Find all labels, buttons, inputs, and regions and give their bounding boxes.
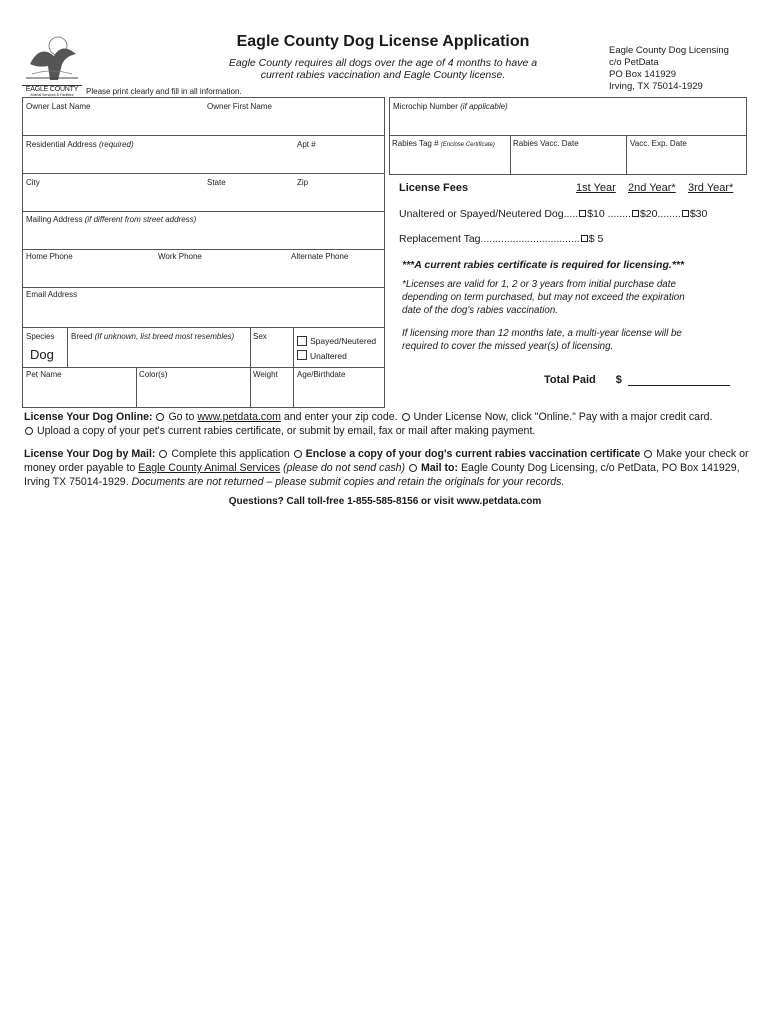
replacement-fee-line: Replacement Tag.................................. $ 5 bbox=[399, 233, 604, 245]
print-note: Please print clearly and fill in all information. bbox=[86, 87, 242, 96]
work-phone-label: Work Phone bbox=[158, 252, 202, 261]
home-phone-field[interactable] bbox=[24, 264, 154, 286]
breed-field[interactable] bbox=[69, 344, 248, 366]
spayed-neutered-label: Spayed/Neutered bbox=[310, 336, 377, 346]
colors-field[interactable] bbox=[138, 382, 248, 406]
fee-1yr-checkbox[interactable] bbox=[579, 210, 586, 217]
alternate-phone-label: Alternate Phone bbox=[291, 252, 349, 261]
pet-name-field[interactable] bbox=[24, 382, 134, 406]
rabies-vacc-date-label: Rabies Vacc. Date bbox=[513, 139, 579, 148]
petdata-link[interactable]: www.petdata.com bbox=[197, 411, 281, 423]
unaltered-fee-line: Unaltered or Spayed/Neutered Dog..... $10 ........ $20........ $30 bbox=[399, 208, 708, 220]
email-label: Email Address bbox=[26, 290, 78, 299]
eagle-county-logo bbox=[22, 34, 82, 98]
state-field[interactable] bbox=[205, 190, 293, 210]
total-paid-field[interactable] bbox=[628, 385, 730, 386]
fee-3yr-checkbox[interactable] bbox=[682, 210, 689, 217]
breed-label: Breed (If unknown, list breed most resembles) bbox=[71, 332, 235, 341]
form-title: Eagle County Dog License Application bbox=[236, 33, 530, 50]
alternate-phone-field[interactable] bbox=[290, 264, 383, 286]
rabies-tag-field[interactable] bbox=[391, 151, 508, 173]
logo-subtext: Animal Services & Facilities bbox=[30, 93, 74, 97]
questions-contact: Questions? Call toll-free 1-855-585-8156 or visit www.petdata.com bbox=[228, 496, 542, 507]
owner-last-name-label: Owner Last Name bbox=[26, 102, 91, 111]
residential-address-label: Residential Address (required) bbox=[26, 140, 134, 149]
home-phone-label: Home Phone bbox=[26, 252, 73, 261]
bullet-circle-icon bbox=[402, 413, 410, 421]
sex-label: Sex bbox=[253, 332, 267, 341]
vacc-exp-date-label: Vacc. Exp. Date bbox=[630, 139, 687, 148]
replacement-checkbox[interactable] bbox=[581, 235, 588, 242]
owner-first-name-label: Owner First Name bbox=[207, 102, 272, 111]
email-field[interactable] bbox=[24, 302, 383, 326]
unaltered-label: Unaltered bbox=[310, 351, 347, 361]
pet-name-label: Pet Name bbox=[26, 370, 62, 379]
city-label: City bbox=[26, 178, 40, 187]
rabies-required-note: ***A current rabies certificate is required for licensing.*** bbox=[402, 259, 685, 271]
license-fees-title: License Fees bbox=[399, 182, 469, 194]
apt-label: Apt # bbox=[297, 140, 316, 149]
bullet-circle-icon bbox=[156, 413, 164, 421]
form-subtitle: Eagle County requires all dogs over the age of 4 months to have a current rabies vaccination and Eagle County license. bbox=[228, 57, 538, 81]
rabies-tag-label: Rabies Tag # (Enclose Certificate) bbox=[392, 139, 495, 148]
eagle-icon bbox=[22, 34, 82, 84]
vacc-exp-date-field[interactable] bbox=[628, 151, 745, 173]
sex-field[interactable] bbox=[252, 344, 292, 366]
mailing-address-field[interactable] bbox=[24, 227, 383, 247]
unaltered-checkbox[interactable] bbox=[297, 350, 307, 360]
logo-text: EAGLE COUNTY bbox=[22, 85, 82, 93]
bullet-circle-icon bbox=[159, 450, 167, 458]
online-instructions: License Your Dog Online: Go to www.petdata.com and enter your zip code. Under License Now, click "Online." Pay with a major credit card. Upload a copy of your pet's current rabies certificate, or submit by email, fax or mail after making payment. bbox=[24, 411, 713, 437]
city-field[interactable] bbox=[24, 190, 204, 210]
late-license-note: If licensing more than 12 months late, a multi-year license will be required to cover the missed year(s) of licensing. bbox=[402, 328, 682, 352]
weight-field[interactable] bbox=[252, 382, 292, 406]
rabies-vacc-date-field[interactable] bbox=[512, 151, 624, 173]
bullet-circle-icon bbox=[409, 464, 417, 472]
fee-year-1: 1st Year bbox=[576, 182, 616, 194]
owner-first-name-field[interactable] bbox=[205, 114, 383, 134]
fee-year-3: 3rd Year* bbox=[688, 182, 734, 194]
bullet-circle-icon bbox=[294, 450, 302, 458]
license-validity-note: *Licenses are valid for 1, 2 or 3 years from initial purchase date depending on term purchased, but may not exceed the expiration date of the dog's rabies vaccination. bbox=[402, 279, 685, 316]
fee-year-2: 2nd Year* bbox=[628, 182, 676, 194]
species-value[interactable]: Dog bbox=[30, 347, 54, 362]
mailing-address-label: Mailing Address (if different from street address) bbox=[26, 215, 197, 224]
zip-field[interactable] bbox=[296, 190, 383, 210]
state-label: State bbox=[207, 178, 226, 187]
microchip-field[interactable] bbox=[391, 114, 745, 134]
mail-instructions: License Your Dog by Mail: Complete this application Enclose a copy of your dog's current rabies vaccination certificate Make your check or money order payable to Eagle County Animal Services (please do not send cash) Mail to: Eagle County Dog Licensing, c/o PetData, PO Box 141929, Irving TX 75014-1929. Documents are not returned – please submit copies and retain the originals for your records. bbox=[24, 448, 749, 488]
microchip-label: Microchip Number (if applicable) bbox=[393, 102, 508, 111]
fee-2yr-checkbox[interactable] bbox=[632, 210, 639, 217]
bullet-circle-icon bbox=[25, 427, 33, 435]
apt-field[interactable] bbox=[296, 152, 383, 172]
colors-label: Color(s) bbox=[139, 370, 168, 379]
residential-address-field[interactable] bbox=[24, 152, 294, 172]
spayed-neutered-checkbox[interactable] bbox=[297, 336, 307, 346]
bullet-circle-icon bbox=[644, 450, 652, 458]
owner-last-name-field[interactable] bbox=[24, 114, 204, 134]
work-phone-field[interactable] bbox=[157, 264, 287, 286]
zip-label: Zip bbox=[297, 178, 309, 187]
age-birthdate-field[interactable] bbox=[296, 382, 383, 406]
weight-label: Weight bbox=[253, 370, 278, 379]
mail-address: Eagle County Dog Licensing c/o PetData PO Box 141929 Irving, TX 75014-1929 bbox=[609, 45, 729, 92]
total-paid-label: Total Paid $ bbox=[544, 374, 622, 386]
age-birthdate-label: Age/Birthdate bbox=[297, 370, 346, 379]
species-label: Species bbox=[26, 332, 55, 341]
